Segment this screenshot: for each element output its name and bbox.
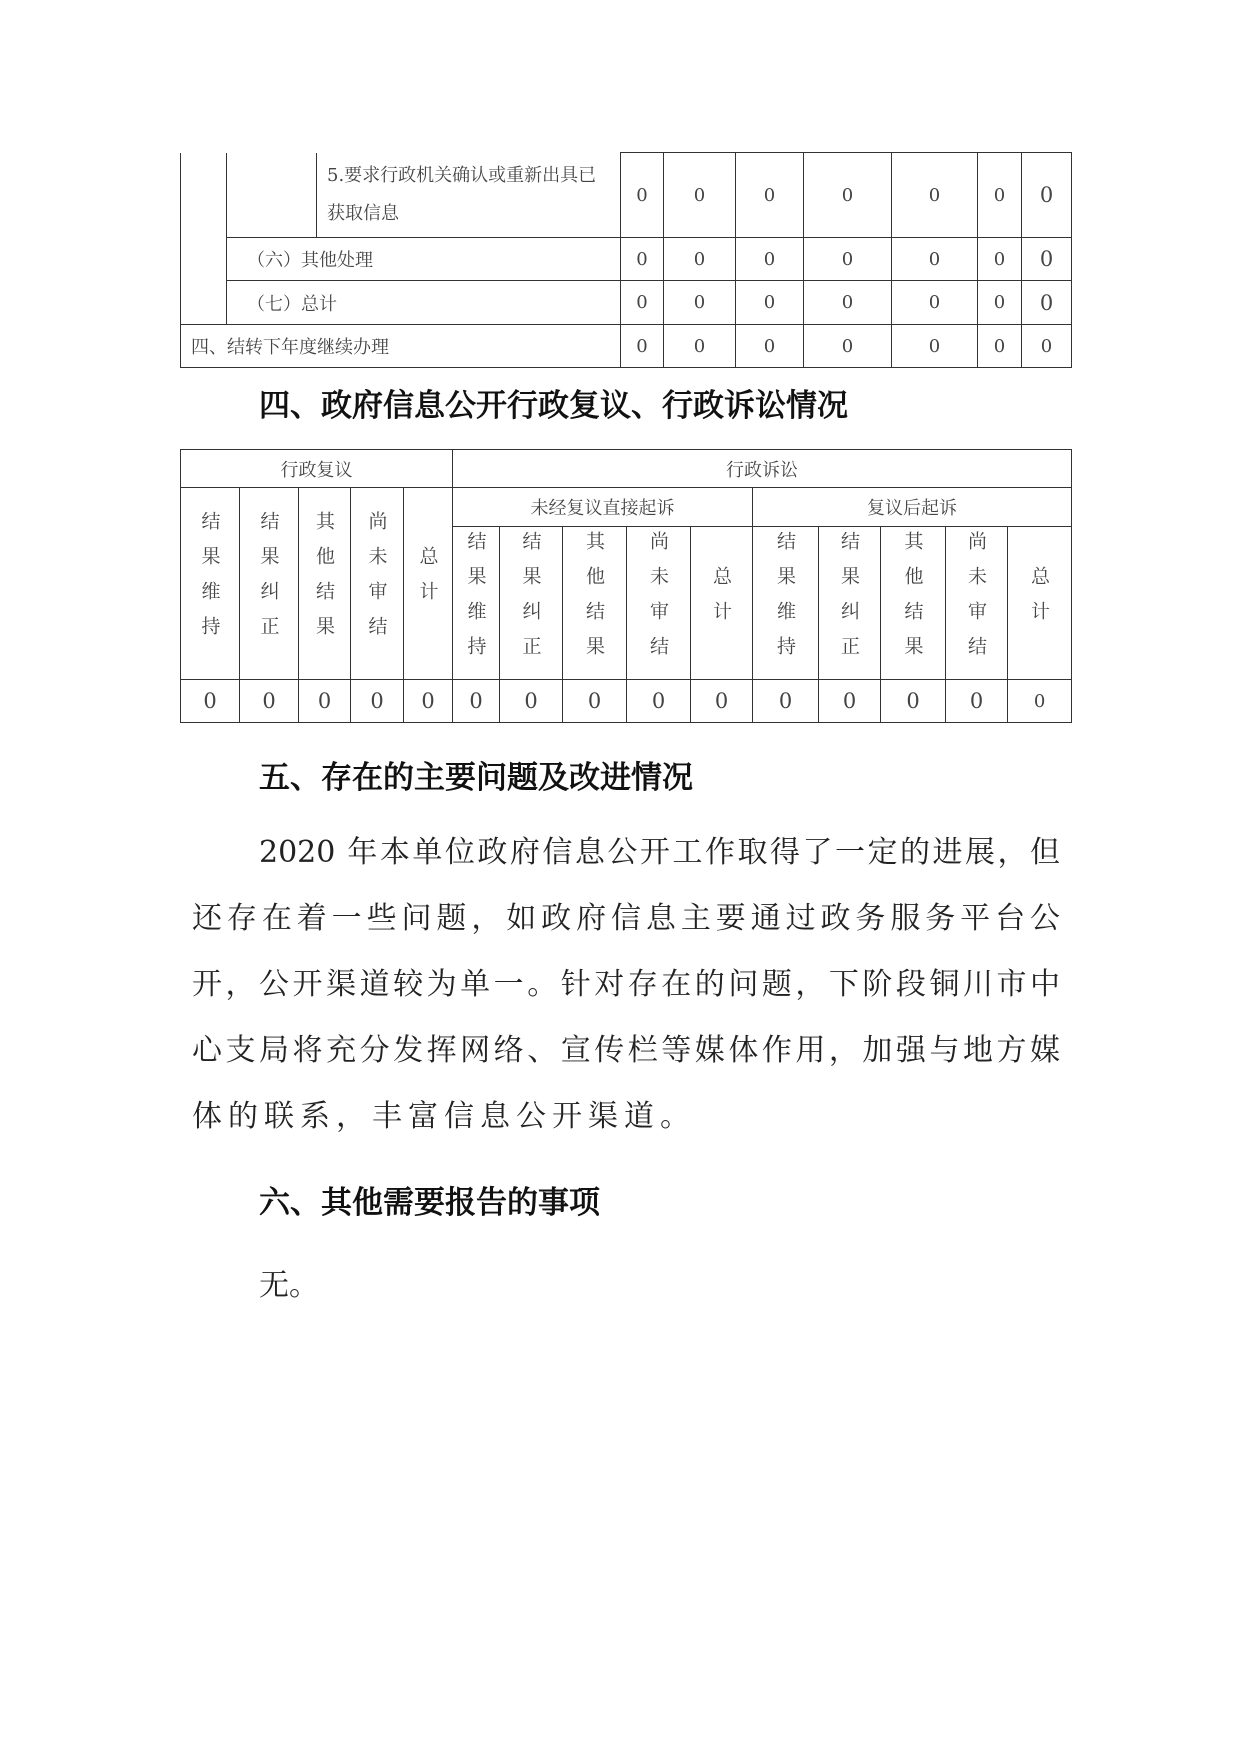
cell: 0 <box>240 680 299 723</box>
review-litigation-table <box>180 449 1072 723</box>
cell: 0 <box>299 680 351 723</box>
cell: 0 <box>664 281 736 325</box>
cell: 0 <box>753 680 819 723</box>
cell: 0 <box>946 680 1008 723</box>
other-matters-text: 无。 <box>259 1268 319 1303</box>
cell: 0 <box>978 325 1022 368</box>
cell: 0 <box>627 680 691 723</box>
row-label: 四、结转下年度继续办理 <box>181 325 621 368</box>
cell: 0 <box>621 153 664 238</box>
cell: 0 <box>892 238 978 281</box>
section-heading-5: 五、存在的主要问题及改进情况 <box>259 760 693 796</box>
table-row <box>181 153 1072 238</box>
cell: 0 <box>691 680 753 723</box>
column-header: 总计 <box>1008 527 1072 680</box>
column-header: 其他结果 <box>299 488 351 680</box>
paragraph-line: 体的联系，丰富信息公开渠道。 <box>192 1099 696 1134</box>
column-header: 结果纠正 <box>500 527 563 680</box>
cell: 0 <box>1022 325 1072 368</box>
cell: 0 <box>892 281 978 325</box>
paragraph-line: 开，公开渠道较为单一。针对存在的问题，下阶段铜川市中 <box>192 967 1060 1002</box>
cell: 0 <box>563 680 627 723</box>
column-header: 结果纠正 <box>240 488 299 680</box>
cell: 0 <box>664 153 736 238</box>
cell: 0 <box>404 680 453 723</box>
cell: 0 <box>978 281 1022 325</box>
table-row <box>181 488 1072 527</box>
litigation-header: 行政诉讼 <box>453 450 1072 488</box>
column-header: 总计 <box>691 527 753 680</box>
column-header: 尚未审结 <box>351 488 404 680</box>
cell: 0 <box>736 238 804 281</box>
cell: 0 <box>621 281 664 325</box>
problems-paragraph <box>192 830 1060 1160</box>
column-header: 总计 <box>404 488 453 680</box>
cell: 0 <box>1022 238 1072 281</box>
cell: 0 <box>181 680 240 723</box>
cell: 0 <box>804 153 892 238</box>
cell: 0 <box>500 680 563 723</box>
cell: 0 <box>1022 153 1072 238</box>
table-row <box>181 238 1072 281</box>
cell: 0 <box>881 680 946 723</box>
table-row <box>181 450 1072 488</box>
cell: 0 <box>736 153 804 238</box>
cell: 0 <box>892 325 978 368</box>
cell: 0 <box>736 281 804 325</box>
handling-results-table <box>180 152 1072 368</box>
direct-suit-header: 未经复议直接起诉 <box>453 488 753 527</box>
review-header: 行政复议 <box>181 450 453 488</box>
cell: 0 <box>1022 281 1072 325</box>
row-label: （七）总计 <box>227 281 621 325</box>
cell: 0 <box>804 325 892 368</box>
cell: 0 <box>351 680 404 723</box>
cell: 0 <box>621 238 664 281</box>
paragraph-line: 2020 年本单位政府信息公开工作取得了一定的进展，但 <box>259 835 1060 870</box>
table-row <box>181 325 1072 368</box>
column-header: 尚未审结 <box>627 527 691 680</box>
cell: 0 <box>621 325 664 368</box>
section-heading-4: 四、政府信息公开行政复议、行政诉讼情况 <box>259 388 848 424</box>
table-row <box>181 281 1072 325</box>
column-header: 结果纠正 <box>819 527 881 680</box>
cell: 0 <box>1008 680 1072 723</box>
cell: 0 <box>664 325 736 368</box>
cell: 0 <box>453 680 500 723</box>
after-review-header: 复议后起诉 <box>753 488 1072 527</box>
cell: 0 <box>978 238 1022 281</box>
row-label: 5.要求行政机关确认或重新出具已获取信息 <box>317 153 621 238</box>
column-header: 结果维持 <box>753 527 819 680</box>
column-header: 其他结果 <box>881 527 946 680</box>
row-label: （六）其他处理 <box>227 238 621 281</box>
table-row <box>181 680 1072 723</box>
column-header: 结果维持 <box>453 527 500 680</box>
cell: 0 <box>804 281 892 325</box>
section-heading-6: 六、其他需要报告的事项 <box>259 1185 600 1221</box>
cell: 0 <box>819 680 881 723</box>
column-header: 结果维持 <box>181 488 240 680</box>
cell: 0 <box>664 238 736 281</box>
cell: 0 <box>736 325 804 368</box>
column-header: 其他结果 <box>563 527 627 680</box>
paragraph-line: 还存在着一些问题，如政府信息主要通过政务服务平台公 <box>192 901 1060 936</box>
column-header: 尚未审结 <box>946 527 1008 680</box>
cell: 0 <box>978 153 1022 238</box>
cell: 0 <box>892 153 978 238</box>
cell: 0 <box>804 238 892 281</box>
paragraph-line: 心支局将充分发挥网络、宣传栏等媒体作用，加强与地方媒 <box>192 1033 1060 1068</box>
